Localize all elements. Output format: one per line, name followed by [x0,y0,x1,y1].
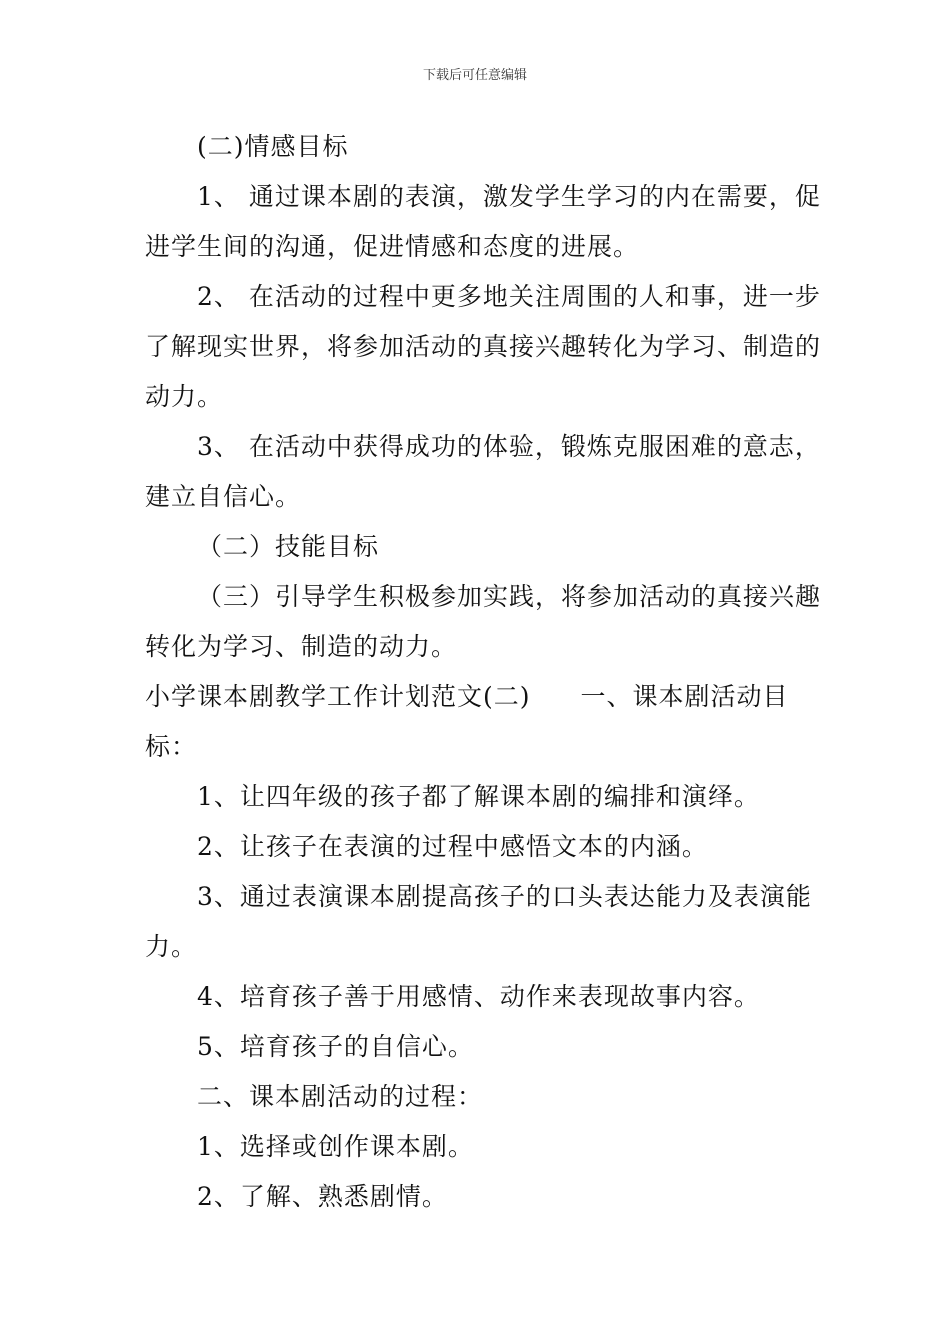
paragraph-practice-goal: （三）引导学生积极参加实践，将参加活动的真接兴趣转化为学习、制造的动力。 [145,582,822,661]
list-item: 4、培育孩子善于用感情、动作来表现故事内容。 [197,982,760,1011]
paragraph-emotion-goal-2: 2、 在活动的过程中更多地关注周围的人和事，进一步了解现实世界，将参加活动的真接兴趣转化为学习、制造的动力。 [145,282,822,411]
section-title: 小学课本剧教学工作计划范文(二) [145,682,531,711]
paragraph-emotion-goal-1: 1、 通过课本剧的表演，激发学生学习的内在需要，促进学生间的沟通，促进情感和态度的进展。 [145,182,821,261]
list-item: 2、了解、熟悉剧情。 [197,1182,448,1211]
paragraph-emotion-goal-3: 3、 在活动中获得成功的体验，锻炼克服困难的意志，建立自信心。 [145,432,821,511]
list-item: 1、选择或创作课本剧。 [197,1132,474,1161]
paragraph-emotion-goal-heading: (二)情感目标 [197,132,349,161]
process-heading: 二、课本剧活动的过程： [197,1082,484,1111]
list-item: 1、让四年级的孩子都了解课本剧的编排和演绎。 [197,782,760,811]
section-heading [145,672,825,772]
paragraph-skill-goal-heading: （二）技能目标 [197,532,380,561]
list-item: 2、让孩子在表演的过程中感悟文本的内涵。 [197,832,708,861]
list-item: 5、培育孩子的自信心。 [197,1032,474,1061]
page-header-note: 下载后可任意编辑 [422,68,527,83]
section-subtitle: 一、课本剧活动目标： [145,682,789,761]
document-body [145,122,825,1222]
list-item: 3、通过表演课本剧提高孩子的口头表达能力及表演能力。 [145,882,812,961]
